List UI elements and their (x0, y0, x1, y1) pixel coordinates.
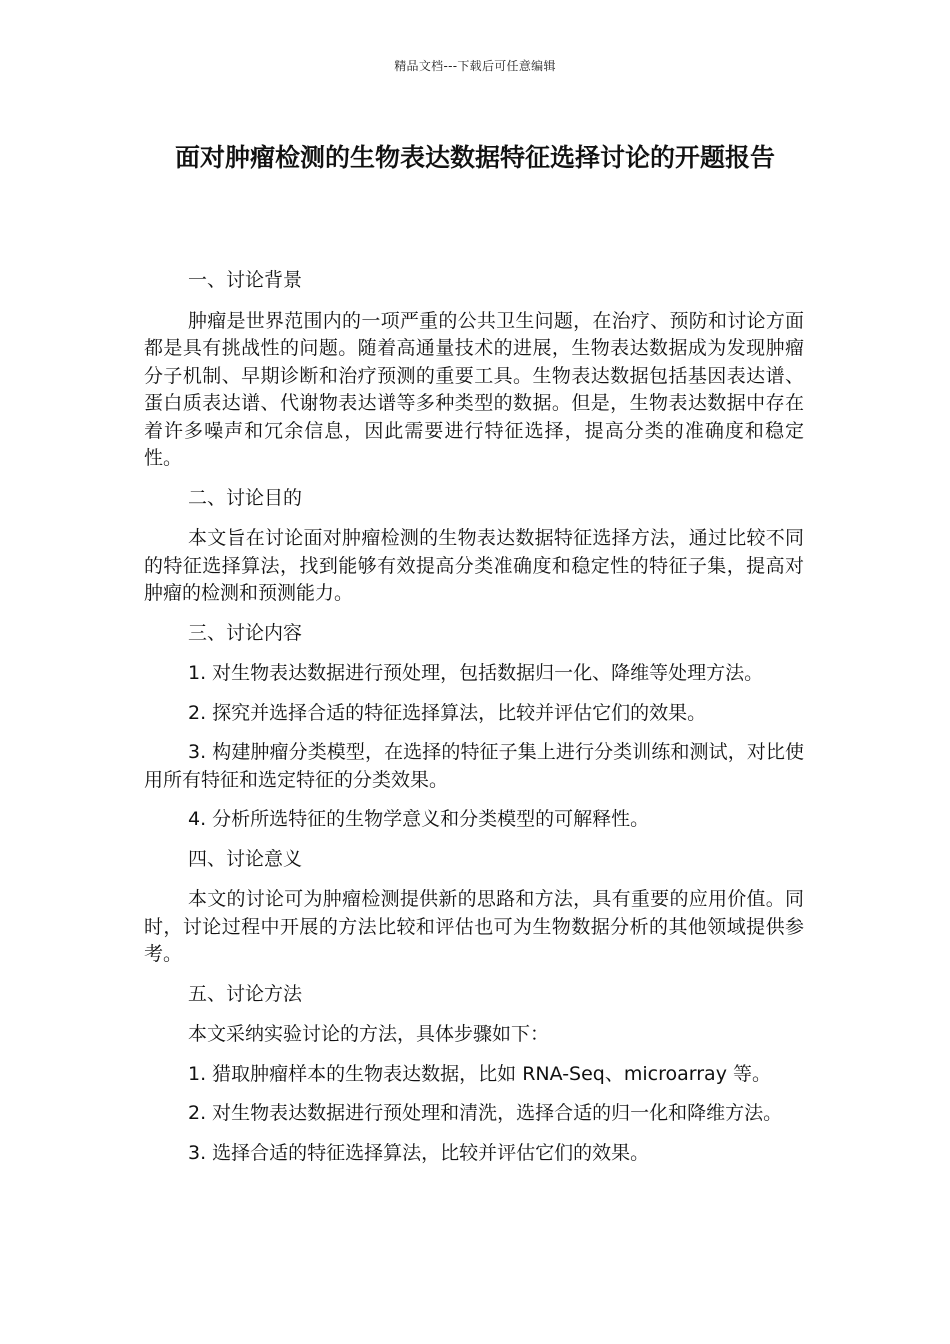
method-step-3: 3. 选择合适的特征选择算法，比较并评估它们的效果。 (188, 1141, 650, 1164)
section-heading-methods: 五、讨论方法 (188, 982, 303, 1005)
paragraph-purpose: 本文旨在讨论面对肿瘤检测的生物表达数据特征选择方法，通过比较不同的特征选择算法，找到能够有效提高分类准确度和稳定性的特征子集，提高对肿瘤的检测和预测能力。 (144, 527, 804, 604)
section-heading-purpose: 二、讨论目的 (188, 486, 303, 509)
section-heading-content: 三、讨论内容 (188, 621, 303, 644)
document-body (144, 267, 804, 1179)
paragraph-background: 肿瘤是世界范围内的一项严重的公共卫生问题，在治疗、预防和讨论方面都是具有挑战性的问题。随着高通量技术的进展，生物表达数据成为发现肿瘤分子机制、早期诊断和治疗预测的重要工具。生物表达数据包括基因表达谱、蛋白质表达谱、代谢物表达谱等多种类型的数据。但是，生物表达数据中存在着许多噪声和冗余信息，因此需要进行特征选择，提高分类的准确度和稳定性。 (144, 309, 804, 469)
document-title: 面对肿瘤检测的生物表达数据特征选择讨论的开题报告 (174, 143, 775, 172)
content-item-1: 1. 对生物表达数据进行预处理，包括数据归一化、降维等处理方法。 (188, 662, 764, 684)
section-heading-significance: 四、讨论意义 (188, 847, 303, 870)
method-step-1: 1. 猎取肿瘤样本的生物表达数据，比如 RNA-Seq、microarray 等。 (188, 1062, 771, 1085)
paragraph-significance: 本文的讨论可为肿瘤检测提供新的思路和方法，具有重要的应用价值。同时，讨论过程中开展的方法比较和评估也可为生物数据分析的其他领域提供参考。 (144, 888, 804, 965)
content-item-4: 4. 分析所选特征的生物学意义和分类模型的可解释性。 (188, 808, 650, 830)
page-header: 精品文档---下载后可任意编辑 (394, 59, 556, 73)
section-heading-background: 一、讨论背景 (188, 269, 303, 291)
method-step-2: 2. 对生物表达数据进行预处理和清洗，选择合适的归一化和降维方法。 (188, 1102, 783, 1124)
content-item-3: 3. 构建肿瘤分类模型，在选择的特征子集上进行分类训练和测试，对比使用所有特征和选定特征的分类效果。 (144, 741, 804, 791)
paragraph-methods-intro: 本文采纳实验讨论的方法，具体步骤如下： (188, 1023, 550, 1045)
content-item-2: 2. 探究并选择合适的特征选择算法，比较并评估它们的效果。 (188, 701, 707, 724)
